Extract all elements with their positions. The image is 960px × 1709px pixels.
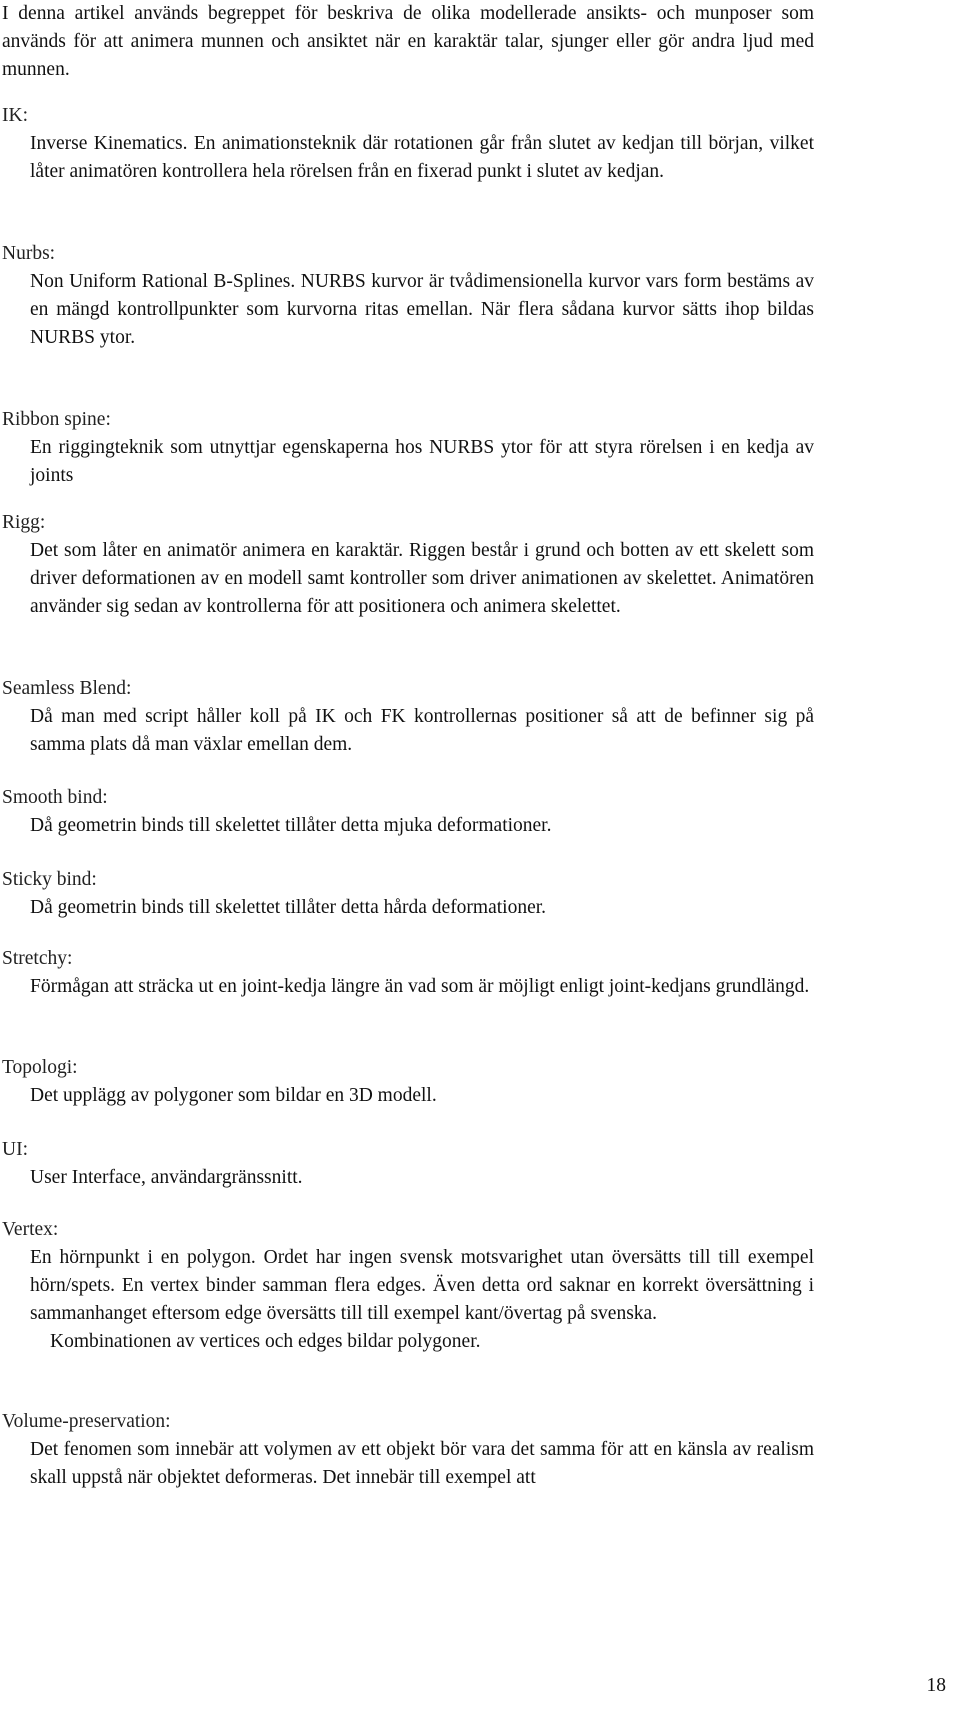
glossary-definition-vertex xyxy=(30,1244,814,1356)
glossary-definition-nurbs: Non Uniform Rational B-Splines. NURBS kurvor är tvådimensionella kurvor vars form bestäms av en mängd kontrollpunkter som kurvorna ritas emellan. När flera sådana kurvor sätts ihop bildas NURBS ytor. xyxy=(30,271,814,348)
glossary-term-vertex: Vertex: xyxy=(2,1219,59,1240)
glossary-definition-rigg: Det som låter en animatör animera en karaktär. Riggen består i grund och botten av ett skelett som driver deformationen av en modell samt kontroller som driver animationen av skelettet. Animatören använder sig sedan av kontrollerna för att positionera och animera skelettet. xyxy=(30,540,814,617)
page-number: 18 xyxy=(926,1675,946,1696)
glossary-definition-topologi: Det upplägg av polygoner som bildar en 3D modell. xyxy=(30,1085,437,1106)
glossary-term-sticky-bind: Sticky bind: xyxy=(2,869,97,890)
glossary-term-rigg: Rigg: xyxy=(2,512,46,533)
glossary-definition-sticky-bind: Då geometrin binds till skelettet tillåter detta hårda deformationer. xyxy=(30,897,547,918)
glossary-definition-smooth-bind: Då geometrin binds till skelettet tillåter detta mjuka deformationer. xyxy=(30,815,552,836)
glossary-term-smooth-bind: Smooth bind: xyxy=(2,787,108,808)
glossary-definition-ribbon-spine: En riggingteknik som utnyttjar egenskaperna hos NURBS ytor för att styra rörelsen i en kedja av joints xyxy=(30,437,814,486)
glossary-term-stretchy: Stretchy: xyxy=(2,948,73,969)
glossary-definition-volume-preservation: Det fenomen som innebär att volymen av ett objekt bör vara det samma för att en känsla av realism skall uppstå när objektet deformeras. Det innebär till exempel att xyxy=(30,1439,814,1488)
glossary-definition-vertex-extra: Kombinationen av vertices och edges bildar polygoner. xyxy=(50,1331,481,1352)
glossary-term-ui: UI: xyxy=(2,1139,28,1160)
glossary-term-ik: IK: xyxy=(2,105,28,126)
glossary-definition-seamless-blend: Då man med script håller koll på IK och FK kontrollernas positioner så att de befinner sig på samma plats då man växlar emellan dem. xyxy=(30,706,814,755)
glossary-term-ribbon-spine: Ribbon spine: xyxy=(2,409,111,430)
glossary-term-nurbs: Nurbs: xyxy=(2,243,56,264)
glossary-definition-ui: User Interface, användargränssnitt. xyxy=(30,1167,303,1188)
glossary-term-topologi: Topologi: xyxy=(2,1057,78,1078)
glossary-definition-stretchy: Förmågan att sträcka ut en joint-kedja längre än vad som är möjligt enligt joint-kedjans grundlängd. xyxy=(30,976,810,997)
glossary-term-volume-preservation: Volume-preservation: xyxy=(2,1411,171,1432)
intro-paragraph: I denna artikel används begreppet för beskriva de olika modellerade ansikts- och munposer som används för att animera munnen och ansiktet när en karaktär talar, sjunger eller gör andra ljud med munnen. xyxy=(2,3,814,80)
glossary-term-seamless-blend: Seamless Blend: xyxy=(2,678,132,699)
glossary-definition-vertex-text: En hörnpunkt i en polygon. Ordet har ingen svensk motsvarighet utan översätts till till exempel hörn/spets. En vertex binder samman flera edges. Även detta ord saknar en korrekt översättning i sammanhanget eftersom edge översätts till till exempel kant/övertag på svenska. xyxy=(30,1247,814,1324)
glossary-definition-ik: Inverse Kinematics. En animationsteknik där rotationen går från slutet av kedjan till början, vilket låter animatören kontrollera hela rörelsen från en fixerad punkt i slutet av kedjan. xyxy=(30,133,814,182)
